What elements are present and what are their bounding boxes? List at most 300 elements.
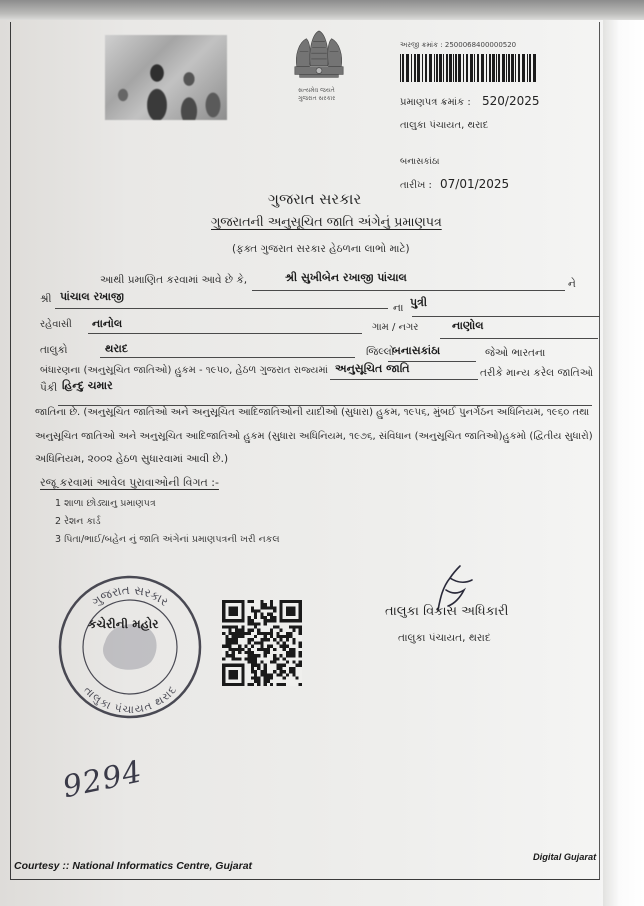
qr-module — [292, 629, 295, 632]
emblem-motto: સત્યમેવ જયતે — [298, 87, 335, 94]
qr-module — [248, 622, 251, 625]
scan-right-edge — [603, 20, 644, 906]
qr-module — [225, 641, 228, 644]
date-label: તારીખ : — [400, 180, 432, 191]
qr-module — [276, 664, 279, 667]
qr-module — [254, 641, 257, 644]
qr-module — [254, 635, 257, 638]
qr-module — [257, 680, 260, 683]
barcode-bar — [443, 54, 444, 82]
emblem-lion-left — [296, 39, 310, 67]
qr-module — [248, 629, 251, 632]
qr-module — [273, 648, 276, 651]
qr-module — [229, 632, 232, 635]
barcode-bar — [466, 54, 468, 82]
qr-module — [235, 629, 238, 632]
certificate-heading: ગુજરાતની અનુસૂચિત જાતિ અંગેનું પ્રમાણપત્ર — [211, 215, 442, 230]
qr-module — [283, 664, 286, 667]
barcode-bar — [463, 54, 464, 82]
qr-module — [257, 641, 260, 644]
qr-module — [222, 625, 225, 628]
qr-module — [235, 657, 238, 660]
category-name: અનુસૂચિત જાતિ — [335, 362, 410, 375]
qr-module — [273, 606, 276, 609]
qr-module — [276, 667, 279, 670]
qr-module — [264, 673, 267, 676]
qr-module — [289, 651, 292, 654]
qr-module — [260, 648, 263, 651]
qr-module — [232, 654, 235, 657]
qr-module — [267, 632, 270, 635]
category-name-line — [330, 379, 478, 380]
qr-module — [229, 629, 232, 632]
qr-module — [257, 676, 260, 679]
qr-module — [257, 648, 260, 651]
village-label: ગામ / નગર — [372, 322, 419, 333]
qr-module — [248, 683, 251, 686]
qr-module — [267, 619, 270, 622]
qr-module — [254, 625, 257, 628]
qr-module — [280, 670, 283, 673]
qr-module — [251, 670, 254, 673]
parent-name: પાંચાલ રખાજી — [60, 290, 124, 303]
office-seal — [55, 572, 205, 722]
qr-module — [273, 657, 276, 660]
qr-module — [235, 625, 238, 628]
qr-module — [260, 606, 263, 609]
qr-module — [264, 676, 267, 679]
qr-module — [248, 600, 251, 603]
government-title: ગુજરાત સરકાર — [268, 190, 362, 208]
application-number: અરજી ક્રમાંક : 2500068400000520 — [400, 41, 517, 49]
seal-label: કચેરીની મહોર — [88, 617, 159, 631]
qr-module — [229, 648, 232, 651]
qr-module — [248, 654, 251, 657]
qr-module — [241, 629, 244, 632]
barcode — [400, 54, 540, 82]
barcode-bar — [411, 54, 412, 82]
qr-module — [251, 638, 254, 641]
recognized-text: તરીકે માન્ય કરેલ જાતિઓ — [480, 367, 594, 379]
qr-module — [299, 683, 302, 686]
barcode-bar — [449, 54, 452, 82]
qr-module — [264, 635, 267, 638]
barcode-bar — [506, 54, 507, 82]
qr-module — [260, 603, 263, 606]
qr-module — [270, 619, 273, 622]
qr-module — [270, 613, 273, 616]
qr-module — [229, 638, 232, 641]
qr-module — [235, 648, 238, 651]
qr-module — [276, 632, 279, 635]
qr-module — [260, 616, 263, 619]
qr-module — [232, 638, 235, 641]
qr-module — [283, 676, 286, 679]
qr-module — [276, 625, 279, 628]
qr-module — [251, 651, 254, 654]
qr-module — [267, 651, 270, 654]
issuing-office: તાલુકા પંચાયત, થરાદ — [400, 120, 489, 131]
qr-module — [289, 632, 292, 635]
qr-module — [232, 632, 235, 635]
qr-module — [260, 670, 263, 673]
qr-module — [248, 651, 251, 654]
qr-module — [254, 664, 257, 667]
qr-module — [286, 661, 289, 664]
qr-module — [238, 632, 241, 635]
barcode-bar — [533, 54, 536, 82]
qr-module — [286, 673, 289, 676]
qr-module — [273, 619, 276, 622]
qr-module — [276, 635, 279, 638]
citizen-text: જેઓ ભારતના — [485, 347, 546, 359]
qr-module — [248, 641, 251, 644]
qr-module — [299, 625, 302, 628]
qr-module — [225, 625, 228, 628]
qr-module — [280, 635, 283, 638]
qr-module — [238, 635, 241, 638]
qr-module — [251, 619, 254, 622]
barcode-bar — [515, 54, 516, 82]
qr-module — [292, 638, 295, 641]
qr-module — [257, 622, 260, 625]
qr-module — [232, 635, 235, 638]
qr-module — [295, 664, 298, 667]
qr-module — [251, 645, 254, 648]
qr-module — [264, 680, 267, 683]
qr-module — [270, 645, 273, 648]
qr-module — [273, 654, 276, 657]
qr-module — [257, 654, 260, 657]
qr-module — [276, 673, 279, 676]
qr-module — [299, 645, 302, 648]
qr-module — [254, 676, 257, 679]
handwritten-number: 9294 — [59, 754, 146, 806]
qr-module — [238, 629, 241, 632]
qr-module — [280, 629, 283, 632]
emblem-caption: ગુજરાત સરકાર — [298, 95, 336, 102]
qr-module — [260, 632, 263, 635]
of-label: ના — [393, 302, 404, 314]
barcode-bar — [481, 54, 484, 82]
officer-office: તાલુકા પંચાયત, થરાદ — [398, 632, 491, 644]
qr-module — [225, 651, 228, 654]
qr-module — [225, 635, 228, 638]
qr-module — [264, 622, 267, 625]
qr-module — [260, 645, 263, 648]
barcode-bar — [453, 54, 454, 82]
resident-label: રહેવાસી — [40, 319, 72, 330]
qr-code — [222, 600, 302, 686]
qr-module — [254, 661, 257, 664]
qr-module — [254, 616, 257, 619]
qr-module — [292, 648, 295, 651]
evidence-heading: રજૂ કરવામાં આવેલ પુરાવાઓની વિગત :- — [40, 476, 219, 489]
qr-module — [264, 683, 267, 686]
qr-module — [273, 610, 276, 613]
qr-module — [238, 648, 241, 651]
qr-module — [295, 625, 298, 628]
village-name-line — [440, 338, 598, 339]
qr-module — [280, 654, 283, 657]
qr-module — [283, 641, 286, 644]
qr-module — [270, 616, 273, 619]
qr-module — [251, 606, 254, 609]
qr-module — [280, 673, 283, 676]
emblem-base — [300, 74, 339, 77]
qr-module — [248, 632, 251, 635]
barcode-bar — [414, 54, 416, 82]
scan-top-edge — [0, 0, 644, 20]
seal-ring-text — [89, 583, 171, 609]
parent-name-line — [55, 308, 388, 309]
qr-module — [283, 670, 286, 673]
qr-module — [251, 664, 254, 667]
applicant-photo — [105, 35, 227, 120]
caste-name: હિન્દુ ચમાર — [62, 379, 113, 392]
qr-module — [292, 651, 295, 654]
qr-module — [257, 683, 260, 686]
qr-module — [254, 673, 257, 676]
qr-module — [273, 661, 276, 664]
certify-intro: આથી પ્રમાણિત કરવામાં આવે છે કે, — [100, 274, 248, 286]
barcode-bar — [492, 54, 495, 82]
qr-module — [267, 673, 270, 676]
qr-module — [257, 667, 260, 670]
qr-module — [254, 613, 257, 616]
qr-module — [267, 648, 270, 651]
barcode-bar — [458, 54, 461, 82]
qr-module — [260, 638, 263, 641]
barcode-bar — [498, 54, 500, 82]
qr-module — [292, 654, 295, 657]
qr-module — [222, 657, 225, 660]
evidence-item: 3 પિતા/ભાઈ/બહેન નું જાતિ અંગેનાં પ્રમાણપત્રની ખરી નકલ — [55, 534, 280, 545]
qr-module — [232, 651, 235, 654]
qr-module — [235, 638, 238, 641]
qr-module — [235, 641, 238, 644]
seal-ring-text-top: ગુજરાત સરકાર — [89, 582, 172, 609]
qr-module — [251, 667, 254, 670]
qr-module — [229, 641, 232, 644]
resident-place: નાનોલ — [92, 317, 123, 330]
qr-module — [280, 683, 283, 686]
shri-label: શ્રી — [40, 293, 52, 305]
qr-module — [257, 632, 260, 635]
qr-module — [241, 625, 244, 628]
barcode-bar — [455, 54, 457, 82]
qr-module — [260, 661, 263, 664]
qr-module — [270, 606, 273, 609]
village-name: નાણોલ — [452, 319, 484, 332]
qr-module — [251, 676, 254, 679]
qr-module — [286, 606, 296, 616]
qr-module — [254, 610, 257, 613]
qr-module — [235, 632, 238, 635]
qr-module — [280, 645, 283, 648]
qr-module — [273, 638, 276, 641]
legal-paragraph-line: અધિનિયમ, ૨૦૦૨ હેઠળ સુધારવામાં આવી છે.) — [35, 453, 229, 465]
legal-paragraph-line: અનુસૂચિત જાતિઓ અને અનુસૂચિત આદિજાતિઓ હુકમ (સુધારા અધિનિયમ, ૧૯૭૬, સંવિધાન (અનુસૂચિત જાતિઓ)હુકમો (દ્વિતીય સુધારો) — [35, 431, 593, 442]
barcode-bar — [425, 54, 427, 82]
qr-module — [241, 648, 244, 651]
officer-title: તાલુકા વિકાસ અધિકારી — [385, 604, 509, 619]
qr-module — [267, 606, 270, 609]
qr-module — [232, 657, 235, 660]
qr-module — [273, 625, 276, 628]
qr-module — [270, 635, 273, 638]
qr-module — [238, 651, 241, 654]
resident-place-line — [88, 333, 362, 334]
constitution-text: બંધારણના (અનુસૂચિત જાતિઓ) હુકમ - ૧૯૫૦, હેઠળ ગુજરાત રાજ્યમાં — [40, 365, 328, 376]
to-suffix: ને — [568, 278, 576, 290]
qr-module — [270, 600, 273, 603]
qr-module — [264, 667, 267, 670]
qr-module — [260, 641, 263, 644]
qr-module — [283, 648, 286, 651]
qr-module — [280, 664, 283, 667]
emblem-lion-right — [328, 39, 342, 67]
qr-module — [283, 683, 286, 686]
barcode-bar — [489, 54, 491, 82]
qr-module — [232, 648, 235, 651]
qr-module — [299, 654, 302, 657]
qr-module — [248, 619, 251, 622]
qr-module — [254, 680, 257, 683]
seal-ring-text — [81, 684, 179, 717]
qr-module — [292, 661, 295, 664]
qr-module — [225, 645, 228, 648]
qr-module — [299, 641, 302, 644]
qr-module — [248, 616, 251, 619]
barcode-bar — [400, 54, 401, 82]
applicant-name-line — [252, 290, 565, 291]
qr-module — [254, 657, 257, 660]
certificate-number-label: પ્રમાણપત્ર ક્રમાંક : — [400, 97, 471, 108]
barcode-bar — [527, 54, 528, 82]
barcode-bar — [502, 54, 505, 82]
qr-module — [280, 638, 283, 641]
qr-module — [295, 676, 298, 679]
qr-module — [229, 625, 232, 628]
qr-module — [251, 610, 254, 613]
qr-module — [254, 670, 257, 673]
issue-date: 07/01/2025 — [440, 177, 510, 191]
relation-line — [412, 316, 600, 317]
certificate-subheading: (ફક્ત ગુજરાત સરકાર હેઠળના લાભો માટે) — [232, 243, 410, 255]
qr-module — [286, 654, 289, 657]
barcode-bar — [470, 54, 473, 82]
qr-module — [289, 654, 292, 657]
seal-ring-text-bottom: તાલુકા પંચાયત થરાદ — [81, 683, 180, 717]
qr-module — [248, 661, 251, 664]
qr-module — [299, 632, 302, 635]
qr-module — [270, 632, 273, 635]
qr-module — [241, 632, 244, 635]
qr-module — [251, 661, 254, 664]
qr-module — [264, 606, 267, 609]
qr-module — [254, 622, 257, 625]
qr-module — [276, 641, 279, 644]
qr-module — [286, 632, 289, 635]
qr-module — [283, 657, 286, 660]
qr-module — [289, 670, 292, 673]
taluka-name: થરાદ — [105, 342, 128, 355]
barcode-bar — [518, 54, 520, 82]
qr-module — [251, 629, 254, 632]
qr-module — [248, 638, 251, 641]
qr-module — [299, 664, 302, 667]
qr-module — [267, 638, 270, 641]
caste-name-line — [58, 405, 592, 406]
qr-module — [257, 610, 260, 613]
qr-module — [225, 654, 228, 657]
qr-module — [251, 683, 254, 686]
qr-module — [251, 600, 254, 603]
qr-module — [248, 657, 251, 660]
qr-module — [267, 680, 270, 683]
qr-module — [299, 629, 302, 632]
qr-module — [222, 645, 225, 648]
qr-module — [283, 635, 286, 638]
qr-module — [292, 670, 295, 673]
footer-courtesy: Courtesy :: National Informatics Centre, Gujarat — [14, 860, 253, 872]
qr-module — [289, 635, 292, 638]
qr-module — [283, 645, 286, 648]
legal-paragraph-line: જાતિના છે. (અનુસૂચિત જાતિઓ અને અનુસૂચિત આદિજાતિઓની યાદીઓ (સુધારા) હુકમ, ૧૯૫૬, મુંબઈ પુનર્ગઠન અધિનિયમ, ૧૯૬૦ તથા — [35, 407, 590, 418]
qr-module — [257, 629, 260, 632]
barcode-bar — [406, 54, 409, 82]
qr-module — [229, 654, 232, 657]
qr-module — [251, 654, 254, 657]
barcode-bar — [446, 54, 448, 82]
barcode-bar — [436, 54, 438, 82]
qr-module — [267, 613, 270, 616]
district-label: જિલ્લો — [366, 346, 395, 358]
qr-module — [232, 625, 235, 628]
qr-module — [229, 670, 239, 680]
emblem-wheel — [316, 68, 322, 74]
qr-module — [286, 635, 289, 638]
qr-module — [264, 651, 267, 654]
qr-module — [270, 673, 273, 676]
qr-module — [264, 619, 267, 622]
barcode-bar — [434, 54, 435, 82]
qr-module — [244, 651, 247, 654]
qr-module — [292, 625, 295, 628]
qr-module — [270, 676, 273, 679]
state-emblem — [290, 28, 348, 88]
qr-module — [286, 651, 289, 654]
relation: પુત્રી — [410, 296, 428, 309]
qr-module — [299, 651, 302, 654]
qr-module — [257, 664, 260, 667]
qr-module — [232, 641, 235, 644]
barcode-bar — [511, 54, 514, 82]
qr-module — [286, 638, 289, 641]
qr-module — [264, 603, 267, 606]
qr-module — [289, 625, 292, 628]
qr-module — [251, 657, 254, 660]
qr-module — [270, 683, 273, 686]
qr-module — [229, 606, 239, 616]
certificate-border — [10, 22, 600, 880]
qr-module — [270, 629, 273, 632]
district-name: બનાસકાંઠા — [392, 344, 441, 357]
evidence-item: 1 શાળા છોડ્યાનુ પ્રમાણપત્ર — [55, 498, 156, 509]
barcode-bar — [474, 54, 475, 82]
qr-module — [273, 670, 276, 673]
